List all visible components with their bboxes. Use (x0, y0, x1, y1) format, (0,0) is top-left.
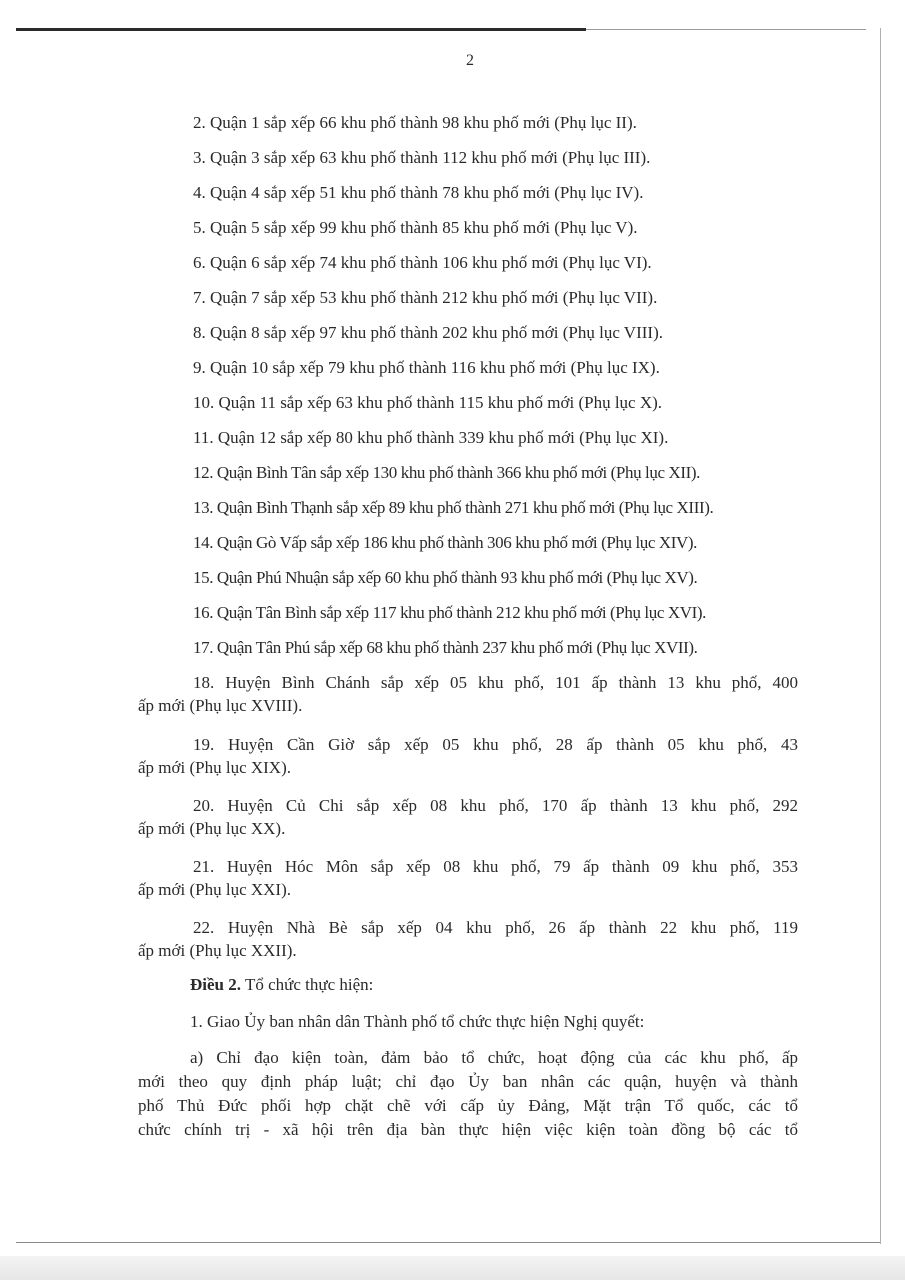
list-item-line2: ấp mới (Phụ lục XX). (138, 819, 286, 838)
scan-border-bottom (16, 1242, 880, 1243)
list-item-line1: 18. Huyện Bình Chánh sắp xếp 05 khu phố, 101 ấp thành 13 khu phố, 400 (193, 673, 798, 692)
scan-border-top-thin (586, 29, 866, 30)
article-2-heading (190, 975, 373, 995)
list-item: 14. Quận Gò Vấp sắp xếp 186 khu phố thành 306 khu phố mới (Phụ lục XIV). (193, 533, 697, 552)
list-item-line1: 20. Huyện Củ Chi sắp xếp 08 khu phố, 170 ấp thành 13 khu phố, 292 (193, 796, 798, 815)
list-item-line2: ấp mới (Phụ lục XXI). (138, 880, 291, 899)
list-item: 4. Quận 4 sắp xếp 51 khu phố thành 78 khu phố mới (Phụ lục IV). (193, 183, 644, 202)
point-a-line: a) Chỉ đạo kiện toàn, đảm bảo tổ chức, hoạt động của các khu phố, ấp (190, 1048, 798, 1067)
list-item-line1: 19. Huyện Cần Giờ sắp xếp 05 khu phố, 28 ấp thành 05 khu phố, 43 (193, 735, 798, 754)
point-a-line: phố Thủ Đức phối hợp chặt chẽ với cấp ủy Đảng, Mặt trận Tổ quốc, các tổ (138, 1096, 798, 1115)
list-item: 2. Quận 1 sắp xếp 66 khu phố thành 98 khu phố mới (Phụ lục II). (193, 113, 637, 132)
article-2-title: Tổ chức thực hiện: (241, 975, 374, 994)
list-item: 17. Quận Tân Phú sắp xếp 68 khu phố thành 237 khu phố mới (Phụ lục XVII). (193, 638, 698, 657)
list-item: 5. Quận 5 sắp xếp 99 khu phố thành 85 khu phố mới (Phụ lục V). (193, 218, 638, 237)
list-item: 11. Quận 12 sắp xếp 80 khu phố thành 339 khu phố mới (Phụ lục XI). (193, 428, 669, 447)
list-item: 9. Quận 10 sắp xếp 79 khu phố thành 116 khu phố mới (Phụ lục IX). (193, 358, 660, 377)
list-item-line2: ấp mới (Phụ lục XXII). (138, 941, 297, 960)
list-item: 16. Quận Tân Bình sắp xếp 117 khu phố thành 212 khu phố mới (Phụ lục XVI). (193, 603, 706, 622)
list-item-line1: 22. Huyện Nhà Bè sắp xếp 04 khu phố, 26 ấp thành 22 khu phố, 119 (193, 918, 798, 937)
list-item: 8. Quận 8 sắp xếp 97 khu phố thành 202 khu phố mới (Phụ lục VIII). (193, 323, 663, 342)
list-item: 12. Quận Bình Tân sắp xếp 130 khu phố thành 366 khu phố mới (Phụ lục XII). (193, 463, 700, 482)
point-a-line: mới theo quy định pháp luật; chỉ đạo Ủy ban nhân các quận, huyện và thành (138, 1072, 798, 1091)
article-2-label: Điều 2. (190, 975, 241, 994)
point-a-line: chức chính trị - xã hội trên địa bàn thực hiện việc kiện toàn đồng bộ các tổ (138, 1120, 798, 1139)
list-item: 13. Quận Bình Thạnh sắp xếp 89 khu phố thành 271 khu phố mới (Phụ lục XIII). (193, 498, 714, 517)
clause-1: 1. Giao Ủy ban nhân dân Thành phố tổ chức thực hiện Nghị quyết: (190, 1012, 645, 1031)
list-item-line1: 21. Huyện Hóc Môn sắp xếp 08 khu phố, 79 ấp thành 09 khu phố, 353 (193, 857, 798, 876)
scan-border-top (16, 28, 586, 31)
page-number: 2 (466, 52, 474, 69)
list-item-line2: ấp mới (Phụ lục XVIII). (138, 696, 303, 715)
list-item: 10. Quận 11 sắp xếp 63 khu phố thành 115 khu phố mới (Phụ lục X). (193, 393, 663, 412)
list-item: 3. Quận 3 sắp xếp 63 khu phố thành 112 khu phố mới (Phụ lục III). (193, 148, 651, 167)
list-item: 6. Quận 6 sắp xếp 74 khu phố thành 106 khu phố mới (Phụ lục VI). (193, 253, 652, 272)
list-item: 7. Quận 7 sắp xếp 53 khu phố thành 212 khu phố mới (Phụ lục VII). (193, 288, 658, 307)
scan-border-right (880, 28, 881, 1244)
list-item: 15. Quận Phú Nhuận sắp xếp 60 khu phố thành 93 khu phố mới (Phụ lục XV). (193, 568, 698, 587)
list-item-line2: ấp mới (Phụ lục XIX). (138, 758, 291, 777)
scan-bottom-shadow (0, 1256, 905, 1280)
